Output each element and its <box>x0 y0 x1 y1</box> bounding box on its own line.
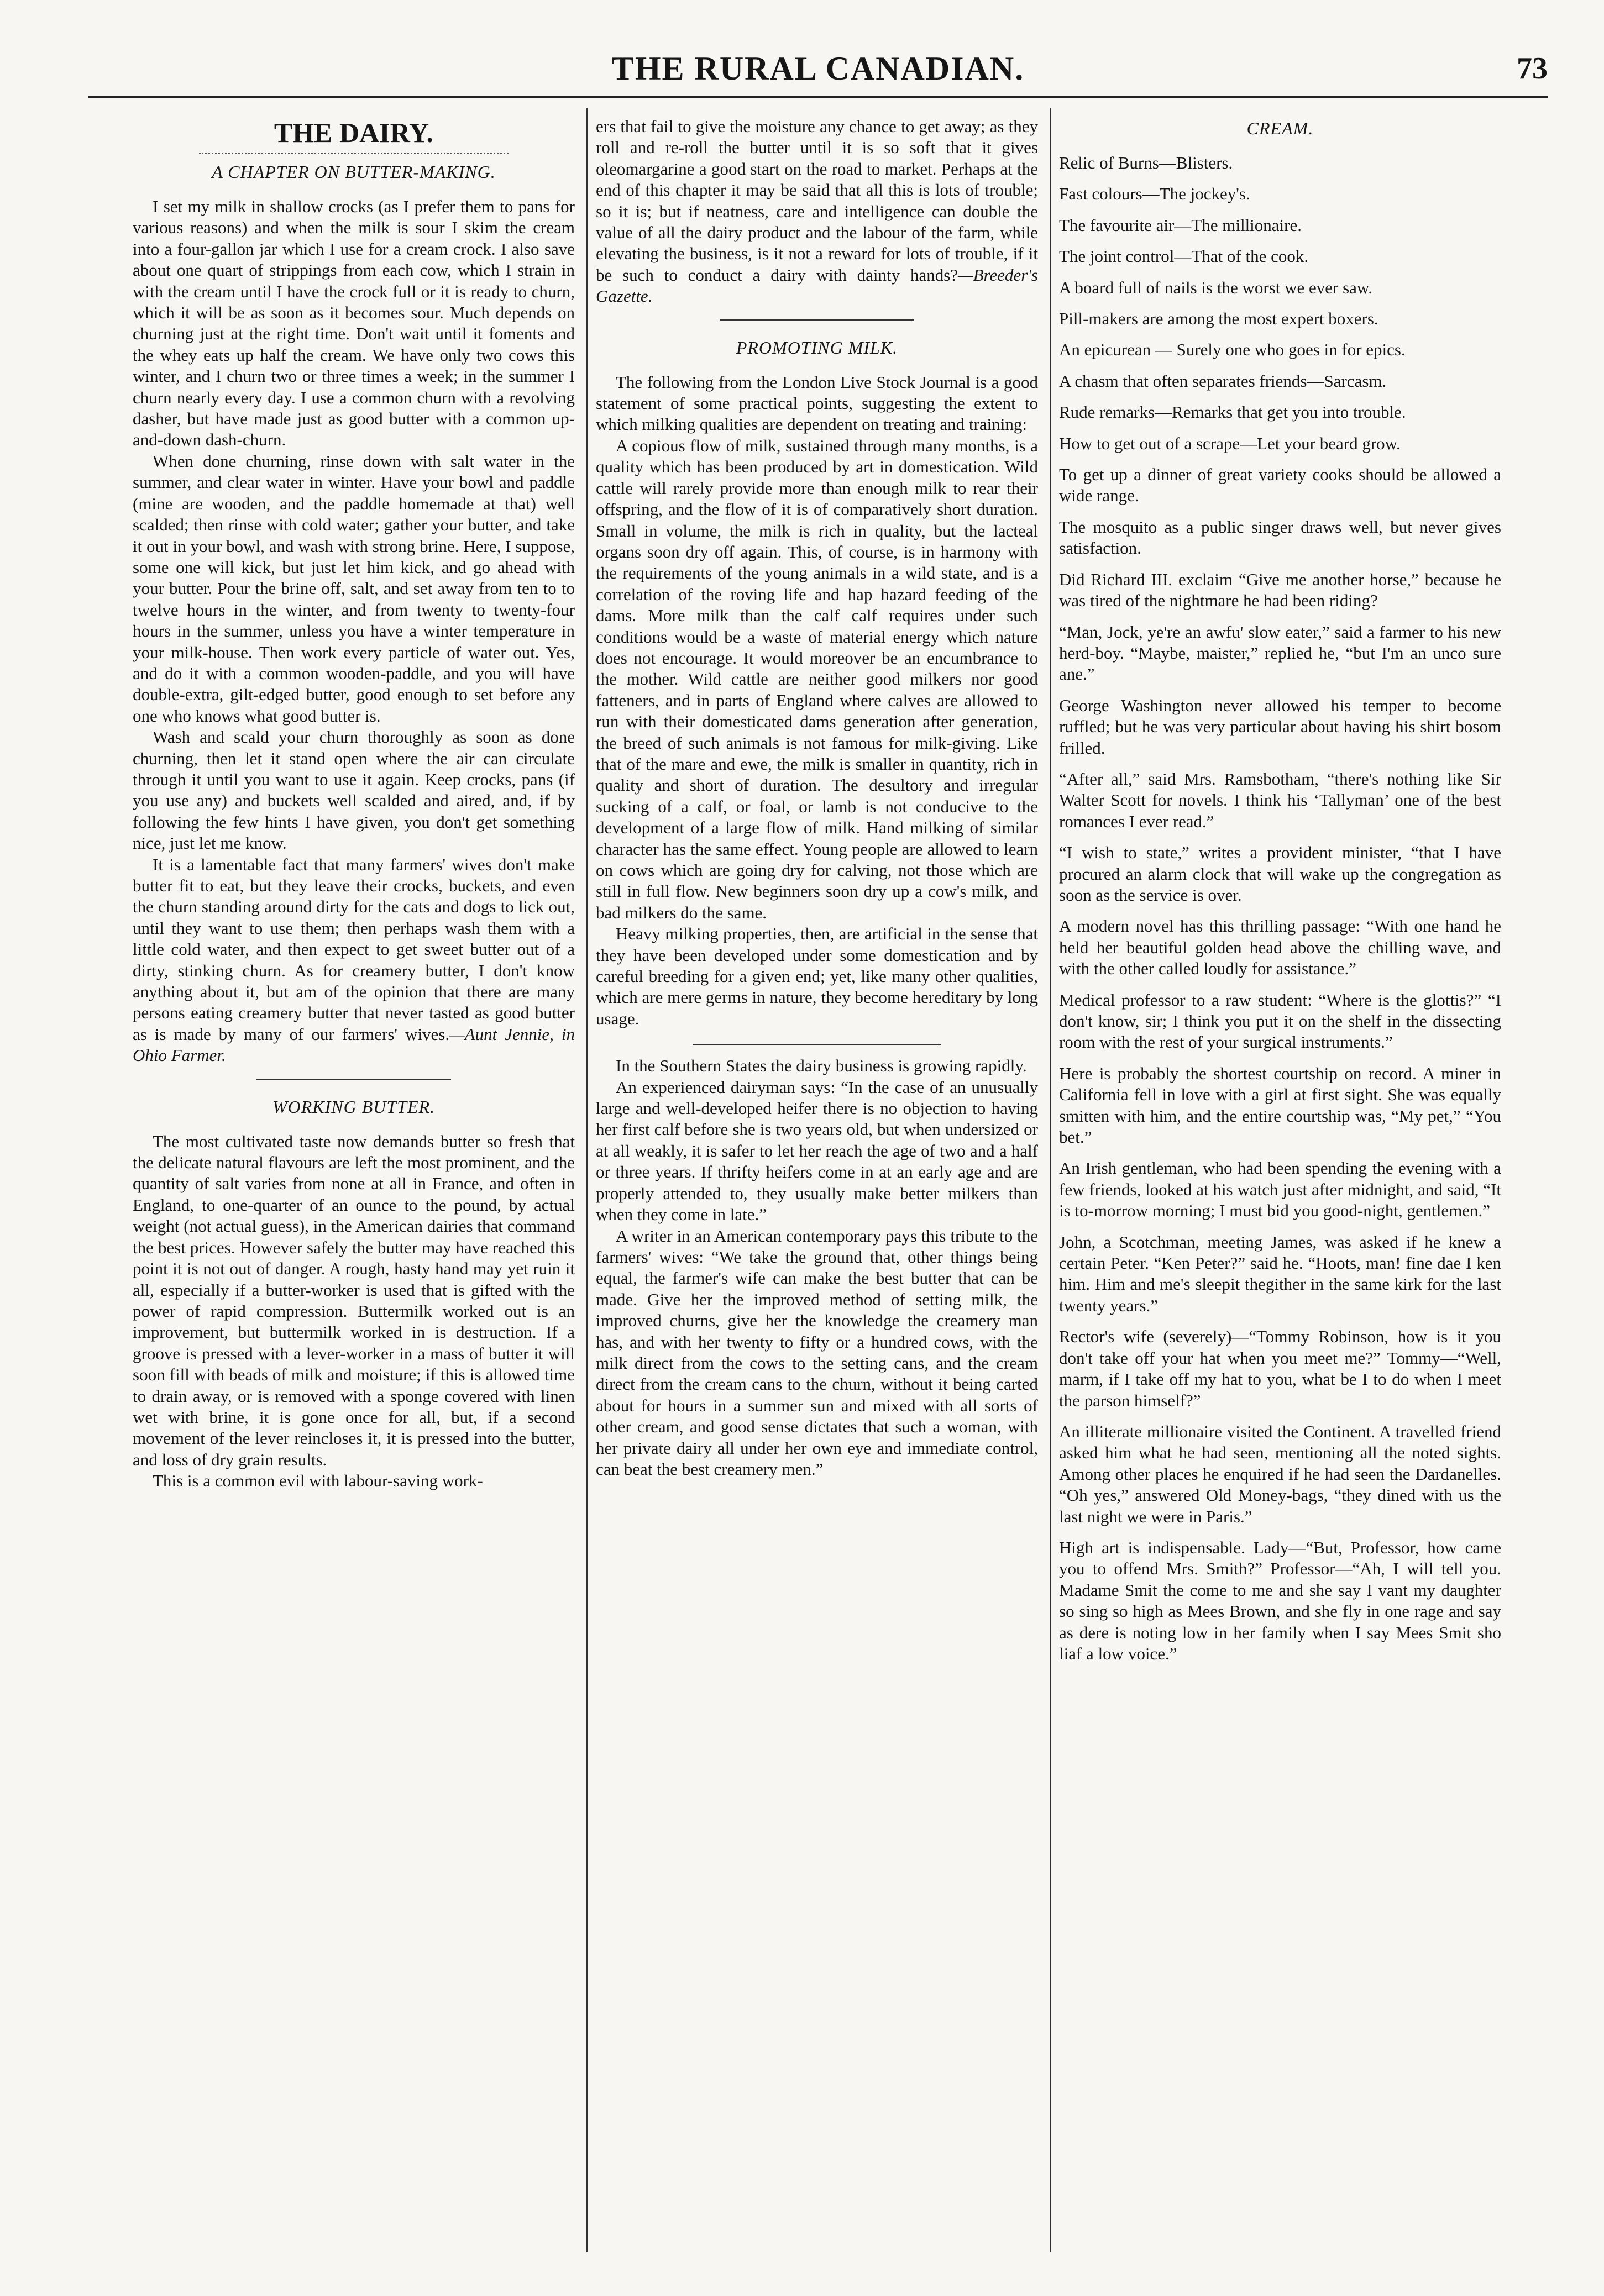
article-paragraph: In the Southern States the dairy business is growing rapidly. <box>616 1056 1027 1076</box>
joke-item: The mosquito as a public singer draws well, but never gives satisfaction. <box>1059 517 1501 558</box>
joke-item: “Man, Jock, ye're an awfu' slow eater,” said a farmer to his new herd-boy. “Maybe, maister,” replied he, “but I'm an unco sure ane.” <box>1059 622 1501 684</box>
joke-item: A chasm that often separates friends—Sarcasm. <box>1059 371 1387 391</box>
joke-item: The favourite air—The millionaire. <box>1059 215 1302 235</box>
column-2 <box>596 116 1038 2249</box>
article-signature: —Breeder's Gazette. <box>596 265 1038 306</box>
joke-item: Pill-makers are among the most expert boxers. <box>1059 309 1378 329</box>
joke-item: Rector's wife (severely)—“Tommy Robinson, how is it you don't take off your hat when you meet me?” Tommy—“Well, marm, if I take off my hat to you, what be I to do when I meet the parson himself?” <box>1059 1327 1501 1410</box>
joke-item: Fast colours—The jockey's. <box>1059 184 1250 204</box>
column-divider <box>586 108 588 2252</box>
page-header <box>88 46 1548 98</box>
joke-item: The joint control—That of the cook. <box>1059 246 1309 266</box>
joke-item: Rude remarks—Remarks that get you into trouble. <box>1059 402 1406 422</box>
article-signature: —Aunt Jennie, in Ohio Farmer. <box>133 1024 575 1065</box>
page-number: 73 <box>1517 51 1548 86</box>
article-title: CREAM. <box>1246 118 1314 138</box>
joke-item: George Washington never allowed his temper to become ruffled; but he was very particular about having his shirt bosom frilled. <box>1059 695 1501 758</box>
article-paragraph <box>596 116 1038 307</box>
joke-item: A modern novel has this thrilling passage: “With one hand he held her beautiful golden head above the chilling wave, and with the other called loudly for assistance.” <box>1059 916 1501 979</box>
article-title: PROMOTING MILK. <box>736 337 898 358</box>
separator <box>256 1079 451 1080</box>
separator <box>720 319 914 321</box>
joke-item: “After all,” said Mrs. Ramsbotham, “there's nothing like Sir Walter Scott for novels. I think his ‘Tallyman’ one of the best romances I ever read.” <box>1059 769 1501 831</box>
article-paragraph: When done churning, rinse down with salt water in the summer, and clear water in winter. Have your bowl and paddle (mine are wooden, and the paddle homemade at that) well scalded; then rinse with cold water; gather your butter, and take it out in your bowl, and wash with strong brine. Here, I suppose, some one will kick, but just let him kick, and go ahead with your butter. Pour the brine off, salt, and set away from ten to to twelve hours in the winter, and from twenty to twenty-four hours in the summer, unless you have a winter temperature in your milk-house. Then work every particle of water out. Yes, and do it with a common wooden-paddle, and you will have double-extra, gilt-edged butter, good enough to set before any one who knows what good butter is. <box>133 451 575 726</box>
article-paragraph: This is a common evil with labour-saving work- <box>153 1471 483 1491</box>
paragraph-text: ers that fail to give the moisture any chance to get away; as they roll and re-roll the butter until it is so soft that it gives oleomargarine a good start on the road to market. Perhaps at the end of this chapter it may be said that all this is lots of trouble; so it is; but if neatness, care and intelligence can double the value of all the dairy product and the labour of the farm, while elevating the business, is it not a reward for lots of trouble, if it be such to conduct a dairy with dainty hands? <box>596 117 1038 285</box>
column-divider <box>1050 108 1051 2252</box>
joke-item: Relic of Burns—Blisters. <box>1059 153 1233 172</box>
joke-item: “I wish to state,” writes a provident minister, “that I have procured an alarm clock that will wake up the congregation as soon as the service is over. <box>1059 843 1501 905</box>
masthead-title: THE RURAL CANADIAN. <box>611 50 1025 87</box>
column-1 <box>133 116 575 2249</box>
article-title: WORKING BUTTER. <box>272 1096 436 1117</box>
dotted-rule <box>199 153 509 154</box>
joke-item: Here is probably the shortest courtship on record. A miner in California fell in love with a girl at first sight. She was equally smitten with him, and the entire courtship was, “My pet,” “You bet.” <box>1059 1063 1501 1147</box>
separator <box>693 1044 941 1045</box>
joke-item: An epicurean — Surely one who goes in for epics. <box>1059 340 1406 360</box>
joke-item: A board full of nails is the worst we ever saw. <box>1059 277 1373 297</box>
joke-item: John, a Scotchman, meeting James, was asked if he knew a certain Peter. “Ken Peter?” said he. “Hoots, man! fine dae I ken him. Him and me's sleepit thegither in the same kirk for the last twenty years.” <box>1059 1232 1501 1315</box>
article-paragraph: The most cultivated taste now demands butter so fresh that the delicate natural flavours are left the most prominent, and the quantity of salt varies from none at all in France, and often in England, to one-quarter of an ounce to the pound, by actual weight (not actual guess), in the American dairies that command the best prices. However safely the butter may have reached this point it is not out of danger. A rough, hasty hand may yet ruin it all, especially if a butter-worker is used that is gifted with the power of rapid compression. Buttermilk worked out is an improvement, but buttermilk worked in is destruction. If a groove is pressed with a lever-worker in a mass of butter it will soon fill with beads of milk and moisture; if this is allowed time to drain away, or is removed with a sponge covered with linen wet with brine, it is gone once for all, but, if a second movement of the lever reincloses it, it is pressed into the butter, and loss of dry grain results. <box>133 1131 575 1469</box>
column-3 <box>1059 116 1501 2249</box>
article-paragraph: An experienced dairyman says: “In the case of an unusually large and well-developed heifer there is no objection to having her first calf before she is two years old, but when undersized or at all weakly, it is safer to let her reach the age of two and a half or three years. If thrifty heifers come in at an early age and are properly attended to, they usually make better milkers than when they come in late.” <box>596 1077 1038 1225</box>
article-paragraph: A copious flow of milk, sustained through many months, is a quality which has been produced by art in domestication. Wild cattle will rarely provide more than enough milk to rear their offspring, and the flow of it is of comparatively short duration. Small in volume, the milk is rich in quality, but the lacteal organs soon dry off again. This, of course, is in harmony with the requirements of the young animals in a wild state, and is a correlation of the roving life and hap hazard feeding of the dams. More milk than the calf calf requires under such conditions would be a waste of material energy which nature does not encourage. It would moreover be an encumbrance to the mother. Wild cattle are neither good milkers nor good fatteners, and in parts of England where calves are allowed to run with their domesticated dams generation after generation, the breed of such animals is not famous for milk-giving. Like that of the mare and ewe, the milk is smaller in quantity, rich in quality and short of duration. The desultory and irregular sucking of a calf, or foal, or lamb is not conducive to the development of a large flow of milk. Hand milking of similar character has the same effect. Young people are allowed to learn on cows which are going dry for calving, not those which are still in full flow. New beginners soon dry up a cow's milk, and bad milkers do the same. <box>596 435 1038 922</box>
joke-item: Did Richard III. exclaim “Give me another horse,” because he was tired of the nightmare he had been riding? <box>1059 569 1501 611</box>
article-paragraph: Wash and scald your churn thoroughly as soon as done churning, then let it stand open where the air can circulate through it until you want to use it again. Keep crocks, pans (if you use any) and buckets well scalded and aired, and, if by following the few hints I have given, you don't get something nice, just let me know. <box>133 727 575 853</box>
article-paragraph: Heavy milking properties, then, are artificial in the sense that they have been developed under some domestication and by careful breeding for a given end; yet, like many other qualities, which are mere germs in nature, they become hereditary by long usage. <box>596 924 1038 1028</box>
article-paragraph: I set my milk in shallow crocks (as I prefer them to pans for various reasons) and when the milk is sour I skim the cream into a four-gallon jar which I use for a cream crock. I also save about one quart of strippings from each cow, which I strain in with the cream until I have the crock full or it is ready to churn, which it will be as soon as it becomes sour. Much depends on churning just at the right time. Don't wait until it foments and the whey eats up half the cream. We have only two cows this winter, and I churn two or three times a week; in the summer I churn nearly every day. I use a common churn with a revolving dasher, but have made just as good butter with a common up-and-down dash-churn. <box>133 197 575 450</box>
joke-item: How to get out of a scrape—Let your beard grow. <box>1059 433 1401 453</box>
joke-item: An Irish gentleman, who had been spending the evening with a few friends, looked at his watch just after midnight, and said, “It is to-morrow morning; I must bid you good-night, gentlemen.” <box>1059 1158 1501 1221</box>
joke-item: Medical professor to a raw student: “Where is the glottis?” “I don't know, sir; I think you put it on the shelf in the dissecting room with the rest of your surgical instruments.” <box>1059 990 1501 1052</box>
article-title: A CHAPTER ON BUTTER-MAKING. <box>212 162 496 182</box>
paragraph-text: It is a lamentable fact that many farmers' wives don't make butter fit to eat, but they leave their crocks, buckets, and even the churn standing around dirty for the cats and dogs to lick out, until they want to use them; then perhaps wash them with a little cold water, and then expect to get sweet butter out of a dirty, stinking churn. As for creamery butter, I don't know anything about it, but am of the opinion that there are many persons eating creamery butter that never tasted as good butter as is made by many of our farmers' wives. <box>133 854 575 1044</box>
joke-item: To get up a dinner of great variety cooks should be allowed a wide range. <box>1059 465 1501 506</box>
article-paragraph: A writer in an American contemporary pays this tribute to the farmers' wives: “We take the ground that, other things being equal, the farmer's wife can make the best butter that can be made. Give her the improved method of setting milk, the improved churns, give her the knowledge the creamery man has, and with her twenty to fifty or a hundred cows, with the milk direct from the cows to the setting cans, and the cream direct from the cream cans to the churn, without it being carted about for hours in a summer sun and mixed with all sorts of other cream, and good sense dictates that such a woman, with her private dairy all under her own eye and immediate control, can beat the best creamery men.” <box>596 1226 1038 1479</box>
article-paragraph: The following from the London Live Stock Journal is a good statement of some practical points, suggesting the extent to which milking qualities are dependent on treating and training: <box>596 372 1038 434</box>
article-paragraph <box>133 854 575 1066</box>
section-heading: THE DAIRY. <box>274 117 434 148</box>
joke-item: An illiterate millionaire visited the Continent. A travelled friend asked him what he had seen, mentioning all the noted sights. Among other places he enquired if he had seen the Dardanelles. “Oh yes,” answered Old Money-bags, “they dined with us the last night we were in Paris.” <box>1059 1421 1501 1526</box>
joke-item: High art is indispensable. Lady—“But, Professor, how came you to offend Mrs. Smith?” Professor—“Ah, I will tell you. Madame Smit the come to me and she say I vant my daughter so sing so high as Mees Brown, and she fly in one rage and say as dere is noting low in her family when I say Mees Smit sho liaf a low voice.” <box>1059 1537 1501 1663</box>
